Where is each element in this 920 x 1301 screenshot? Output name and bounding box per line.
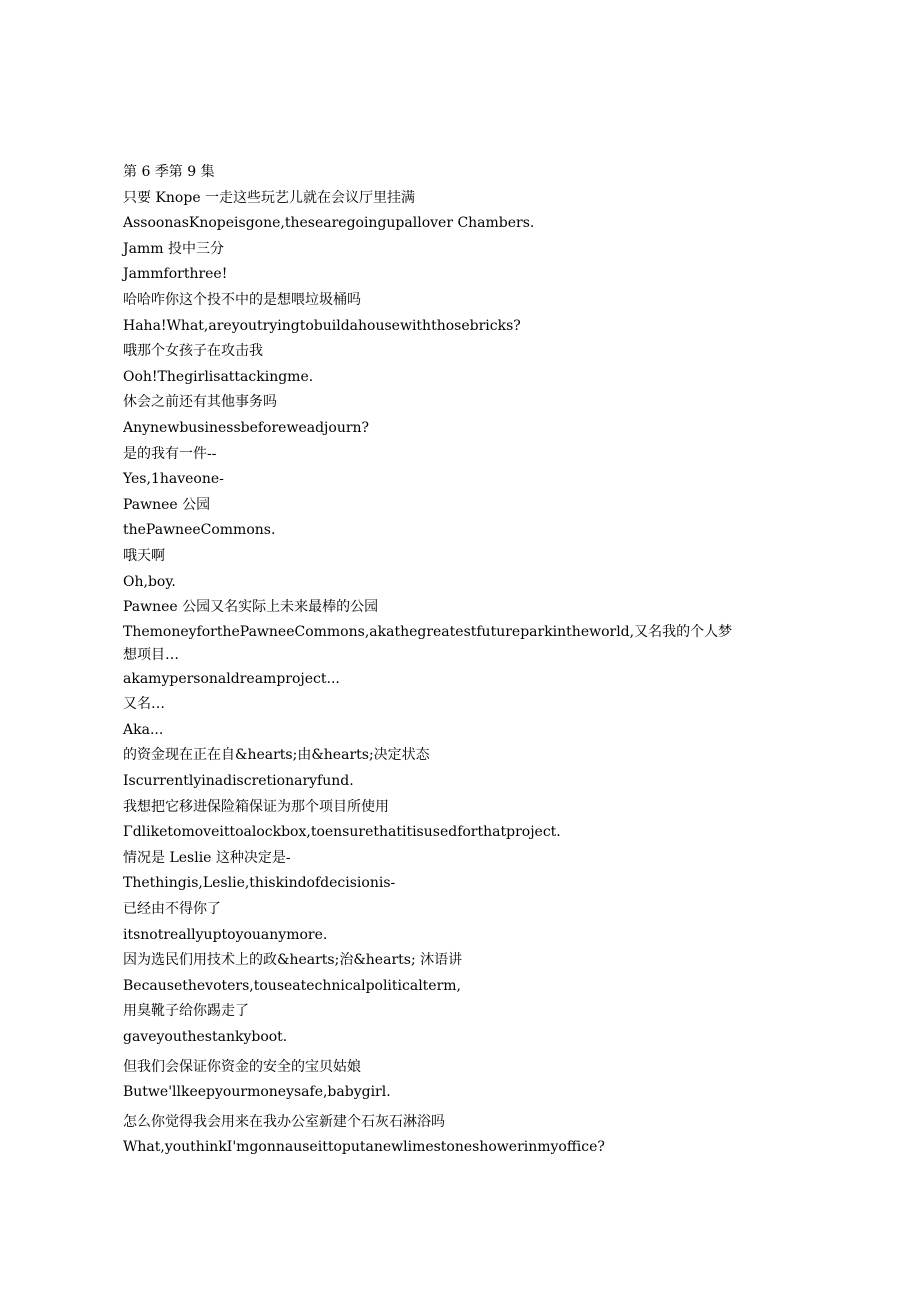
subtitle-line-zh: 已经由不得你了 bbox=[123, 901, 221, 918]
subtitle-line-en: Haha!What,areyoutryingtobuildahousewiththosebricks? bbox=[123, 317, 521, 334]
subtitle-line-en: gaveyouthestankyboot. bbox=[123, 1029, 288, 1045]
subtitle-line-zh: 哦天啊 bbox=[123, 547, 165, 564]
subtitle-line-en: Anynewbusinessbeforeweadjourn? bbox=[123, 419, 370, 436]
subtitle-line-zh: 是的我有一件-- bbox=[123, 445, 217, 462]
subtitle-line-zh: Pawnee 公园 bbox=[123, 496, 211, 513]
subtitle-line-en: Jammforthree! bbox=[123, 266, 228, 283]
subtitle-line-zh: 又名… bbox=[123, 696, 165, 713]
subtitle-line-en: Thethingis,Leslie,thiskindofdecisionis- bbox=[123, 875, 396, 892]
subtitle-line-zh: 但我们会保证你资金的安全的宝贝姑娘 bbox=[123, 1058, 361, 1075]
episode-heading: 第 6 季第 9 集 bbox=[123, 164, 215, 180]
subtitle-line-en: Γdliketomoveittoalockbox,toensurethatitisusedforthatproject. bbox=[123, 824, 561, 841]
subtitle-line-zh: 休会之前还有其他事务吗 bbox=[123, 394, 277, 411]
subtitle-line-zh: Jamm 投中三分 bbox=[123, 240, 224, 257]
subtitle-line-mixed: ThemoneyforthePawneeCommons,akathegreatestfutureparkintheworld,又名我的个人梦想项目… bbox=[123, 623, 733, 663]
subtitle-line-en: akamypersonaldreamproject... bbox=[123, 670, 340, 687]
subtitle-line-zh: Pawnee 公园又名实际上未来最棒的公园 bbox=[123, 599, 379, 616]
subtitle-line-zh: 只要 Knope 一走这些玩艺儿就在会议厅里挂满 bbox=[123, 189, 416, 206]
subtitle-line-en: Aka... bbox=[123, 721, 164, 738]
subtitle-line-zh: 哦那个女孩子在攻击我 bbox=[123, 343, 263, 360]
subtitle-line-en: thePawneeCommons. bbox=[123, 522, 276, 539]
subtitle-line-zh: 因为选民们用技术上的政&hearts;治&hearts; 沐语讲 bbox=[123, 952, 463, 969]
subtitle-line-en: Oh,boy. bbox=[123, 573, 176, 590]
subtitle-line-en: What,youthinkI'mgonnauseittoputanewlimestoneshowerinmyoffice? bbox=[123, 1139, 605, 1156]
subtitle-line-en: itsnotreallyuptoyouanymore. bbox=[123, 926, 328, 943]
subtitle-line-zh: 的资金现在正在自&hearts;由&hearts;决定状态 bbox=[123, 747, 430, 764]
subtitle-line-en: AssoonasKnopeisgone,thesearegoingupallover Chambers. bbox=[123, 215, 535, 232]
subtitle-line-en: Butwe'llkeepyourmoneysafe,babygirl. bbox=[123, 1084, 391, 1101]
subtitle-line-zh: 怎么你觉得我会用来在我办公室新建个石灰石淋浴吗 bbox=[123, 1113, 445, 1130]
subtitle-document bbox=[123, 160, 823, 1161]
subtitle-line-zh: 哈哈咋你这个投不中的是想喂垃圾桶吗 bbox=[123, 291, 361, 308]
subtitle-line-zh: 我想把它移进保险箱保证为那个项目所使用 bbox=[123, 798, 389, 815]
subtitle-line-en: Yes,1haveone- bbox=[123, 471, 224, 488]
subtitle-line-en: Becausethevoters,touseatechnicalpoliticalterm, bbox=[123, 977, 462, 994]
subtitle-line-zh: 情况是 Leslie 这种决定是- bbox=[123, 849, 291, 866]
subtitle-line-zh: 用臭靴子给你踢走了 bbox=[123, 1003, 249, 1020]
subtitle-line-en: Ooh!Thegirlisattackingme. bbox=[123, 368, 314, 385]
subtitle-line-en: Iscurrentlyinadiscretionaryfund. bbox=[123, 773, 354, 790]
